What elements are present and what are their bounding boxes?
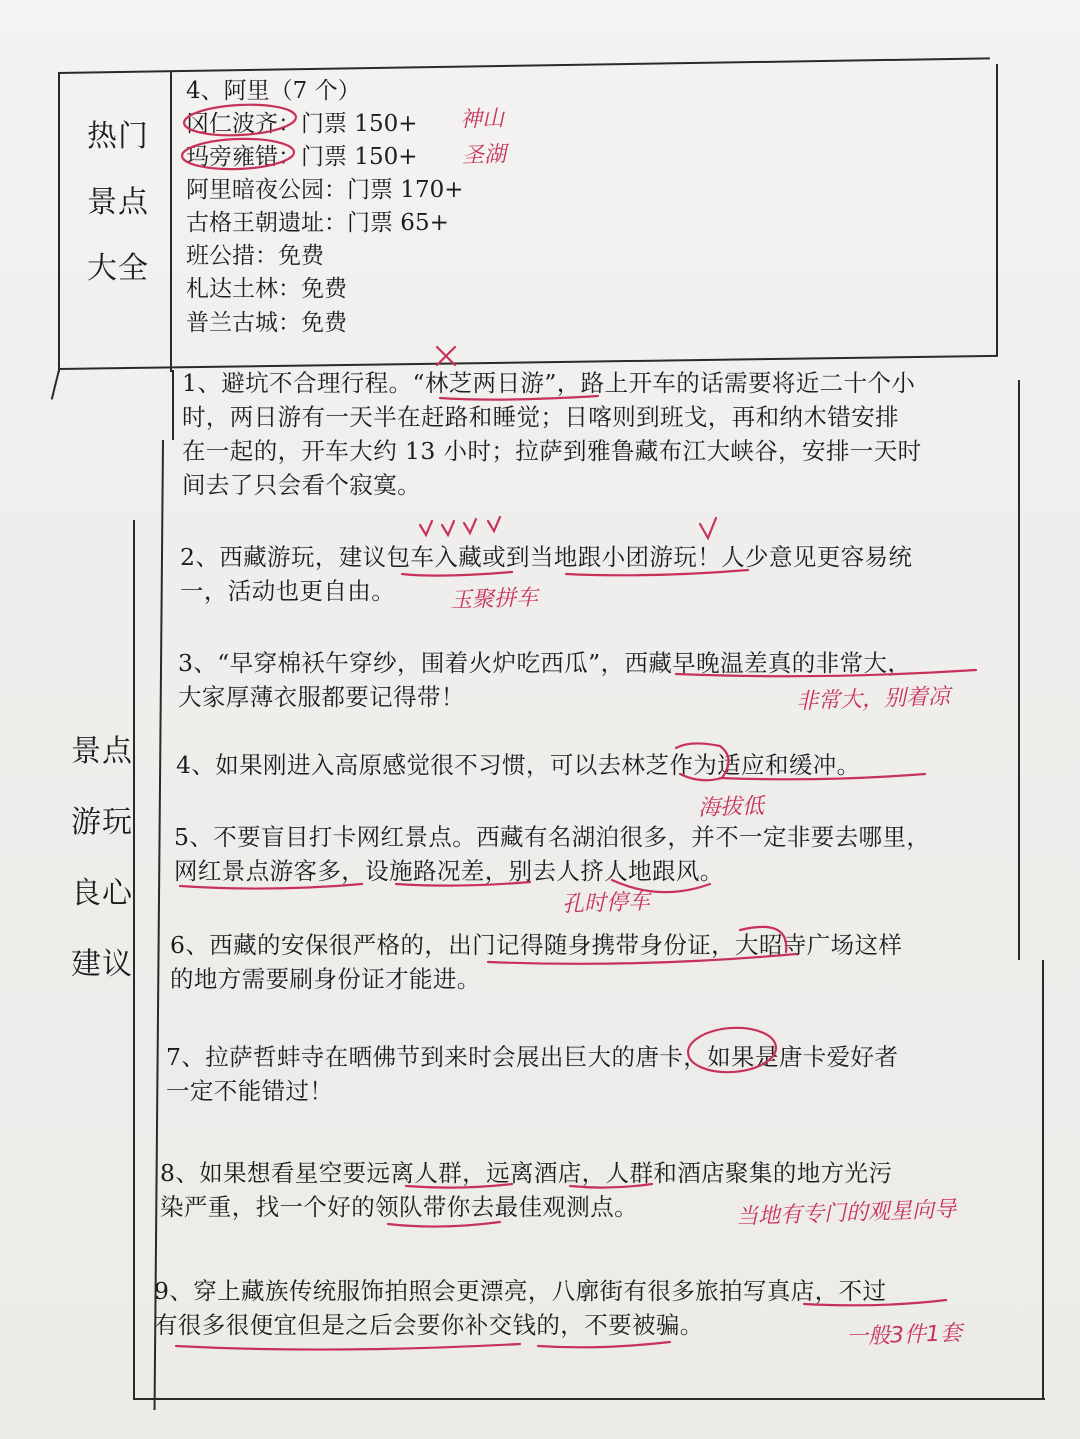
curve-mark-follow (612, 880, 710, 892)
hot-spot-item-1: 冈仁波齐：门票 150+ (186, 111, 418, 137)
tip-4-line-1: 4、如果刚进入高原感觉很不习惯，可以去林芝作为适应和缓冲。 (176, 751, 861, 779)
tip-1-line-3: 在一起的，开车大约 13 小时；拉萨到雅鲁藏布江大峡谷，安排一天时 (182, 437, 922, 465)
tip-1-line-1: 1、避坑不合理行程。“林芝两日游”，路上开车的话需要将近二十个小 (182, 369, 916, 397)
hot-spot-item-7: 普兰古城：免费 (186, 310, 347, 336)
circle-mark-linzhi (676, 743, 729, 780)
hot-spots-heading: 4、阿里（7 个） (186, 78, 361, 104)
category-advice-line-4: 建议 (71, 947, 133, 982)
tip-9-line-2: 有很多很便宜但是之后会要你补交钱的，不要被骗。 (154, 1311, 704, 1339)
tip-1-line-2: 时，两日游有一天半在赶路和睡觉；日喀则到班戈，再和纳木错安排 (182, 403, 899, 431)
underline-influencer-spots (180, 884, 362, 889)
underline-away-from-crowd (406, 1184, 512, 1188)
hot-spot-item-4: 古格王朝遗址：门票 65+ (186, 210, 449, 236)
handwritten-note-big-difference: 非常大，别着凉 (795, 684, 951, 715)
handwritten-note-parking: 孔时停车 (561, 889, 651, 918)
tip-2-line-1: 2、西藏游玩，建议包车入藏或到当地跟小团游玩！人少意见更容易统 (180, 543, 913, 571)
category-hot-line-2: 景点 (87, 185, 149, 220)
underline-facilities (396, 882, 530, 886)
category-advice-line-2: 游玩 (71, 805, 133, 840)
hot-spot-item-2: 玛旁雍错：门票 150+ (186, 144, 418, 170)
underline-adaptation (720, 774, 925, 779)
underline-temperature (676, 670, 976, 676)
handwritten-note-sacred-lake: 圣湖 (461, 142, 507, 169)
handwritten-note-carpool: 玉聚拼车 (449, 585, 539, 614)
tip-9-line-1: 9、穿上藏族传统服饰拍照会更漂亮，八廓街有很多旅拍写真店，不过 (154, 1277, 887, 1305)
hot-spot-item-5: 班公措：免费 (186, 243, 324, 269)
tick-marks (420, 517, 500, 535)
handwritten-note-sacred-mountain: 神山 (459, 106, 505, 133)
tip-1-line-4: 间去了只会看个寂寞。 (182, 471, 421, 499)
handwritten-note-stargazing-guide: 当地有专门的观星向导 (735, 1197, 957, 1230)
tip-6-line-1: 6、西藏的安保很严格的，出门记得随身携带身份证，大昭寺广场这样 (170, 931, 903, 959)
hot-spot-item-6: 札达土林：免费 (186, 276, 347, 302)
tip-7-line-1: 7、拉萨哲蚌寺在晒佛节到来时会展出巨大的唐卡，如果是唐卡爱好者 (166, 1043, 899, 1071)
underline-cheap (176, 1344, 520, 1350)
tip-7-line-2: 一定不能错过！ (166, 1077, 334, 1105)
underline-away-from-hotel (570, 1184, 652, 1188)
hot-spot-item-3: 阿里暗夜公园：门票 170+ (186, 177, 464, 203)
tip-6-line-2: 的地方需要刷身份证才能进。 (170, 965, 481, 993)
underline-pay-more (538, 1342, 670, 1347)
underline-chartered-car (402, 572, 512, 576)
underline-guide (388, 1222, 500, 1227)
tip-5-line-2: 网红景点游客多，设施路况差，别去人挤人地跟风。 (174, 857, 724, 885)
circle-mark-thangka (687, 1025, 778, 1075)
tip-8-line-1: 8、如果想看星空要远离人群，远离酒店，人群和酒店聚集的地方光污 (160, 1159, 893, 1187)
category-hot-line-1: 热门 (87, 119, 149, 154)
underline-photo-studio (804, 1300, 946, 1305)
circle-mark-kailash (183, 102, 296, 138)
underline-linzhi (440, 396, 598, 400)
tip-3-line-1: 3、“早穿棉袄午穿纱，围着火炉吃西瓜”，西藏早晚温差真的非常大， (178, 649, 912, 677)
circle-mark-id (740, 927, 786, 952)
circle-mark-manasarovar (182, 137, 295, 171)
handwritten-note-costume-set: 一般3件1套 (845, 1320, 963, 1351)
tip-5-line-1: 5、不要盲目打卡网红景点。西藏有名湖泊很多，并不一定非要去哪里， (174, 823, 931, 851)
handwritten-note-low-altitude: 海拔低 (697, 793, 765, 822)
tip-2-line-2: 一，活动也更自由。 (180, 577, 396, 605)
tip-3-line-2: 大家厚薄衣服都要记得带！ (178, 683, 465, 711)
category-hot-line-3: 大全 (87, 251, 149, 286)
x-mark (437, 347, 455, 365)
tip-8-line-2: 染严重，找一个好的领队带你去最佳观测点。 (160, 1193, 638, 1221)
tick-mark-local (700, 518, 716, 538)
underline-local-group (566, 570, 748, 575)
underline-id-card (488, 954, 796, 964)
category-advice-line-1: 景点 (71, 734, 133, 769)
category-advice-line-3: 良心 (71, 876, 133, 911)
